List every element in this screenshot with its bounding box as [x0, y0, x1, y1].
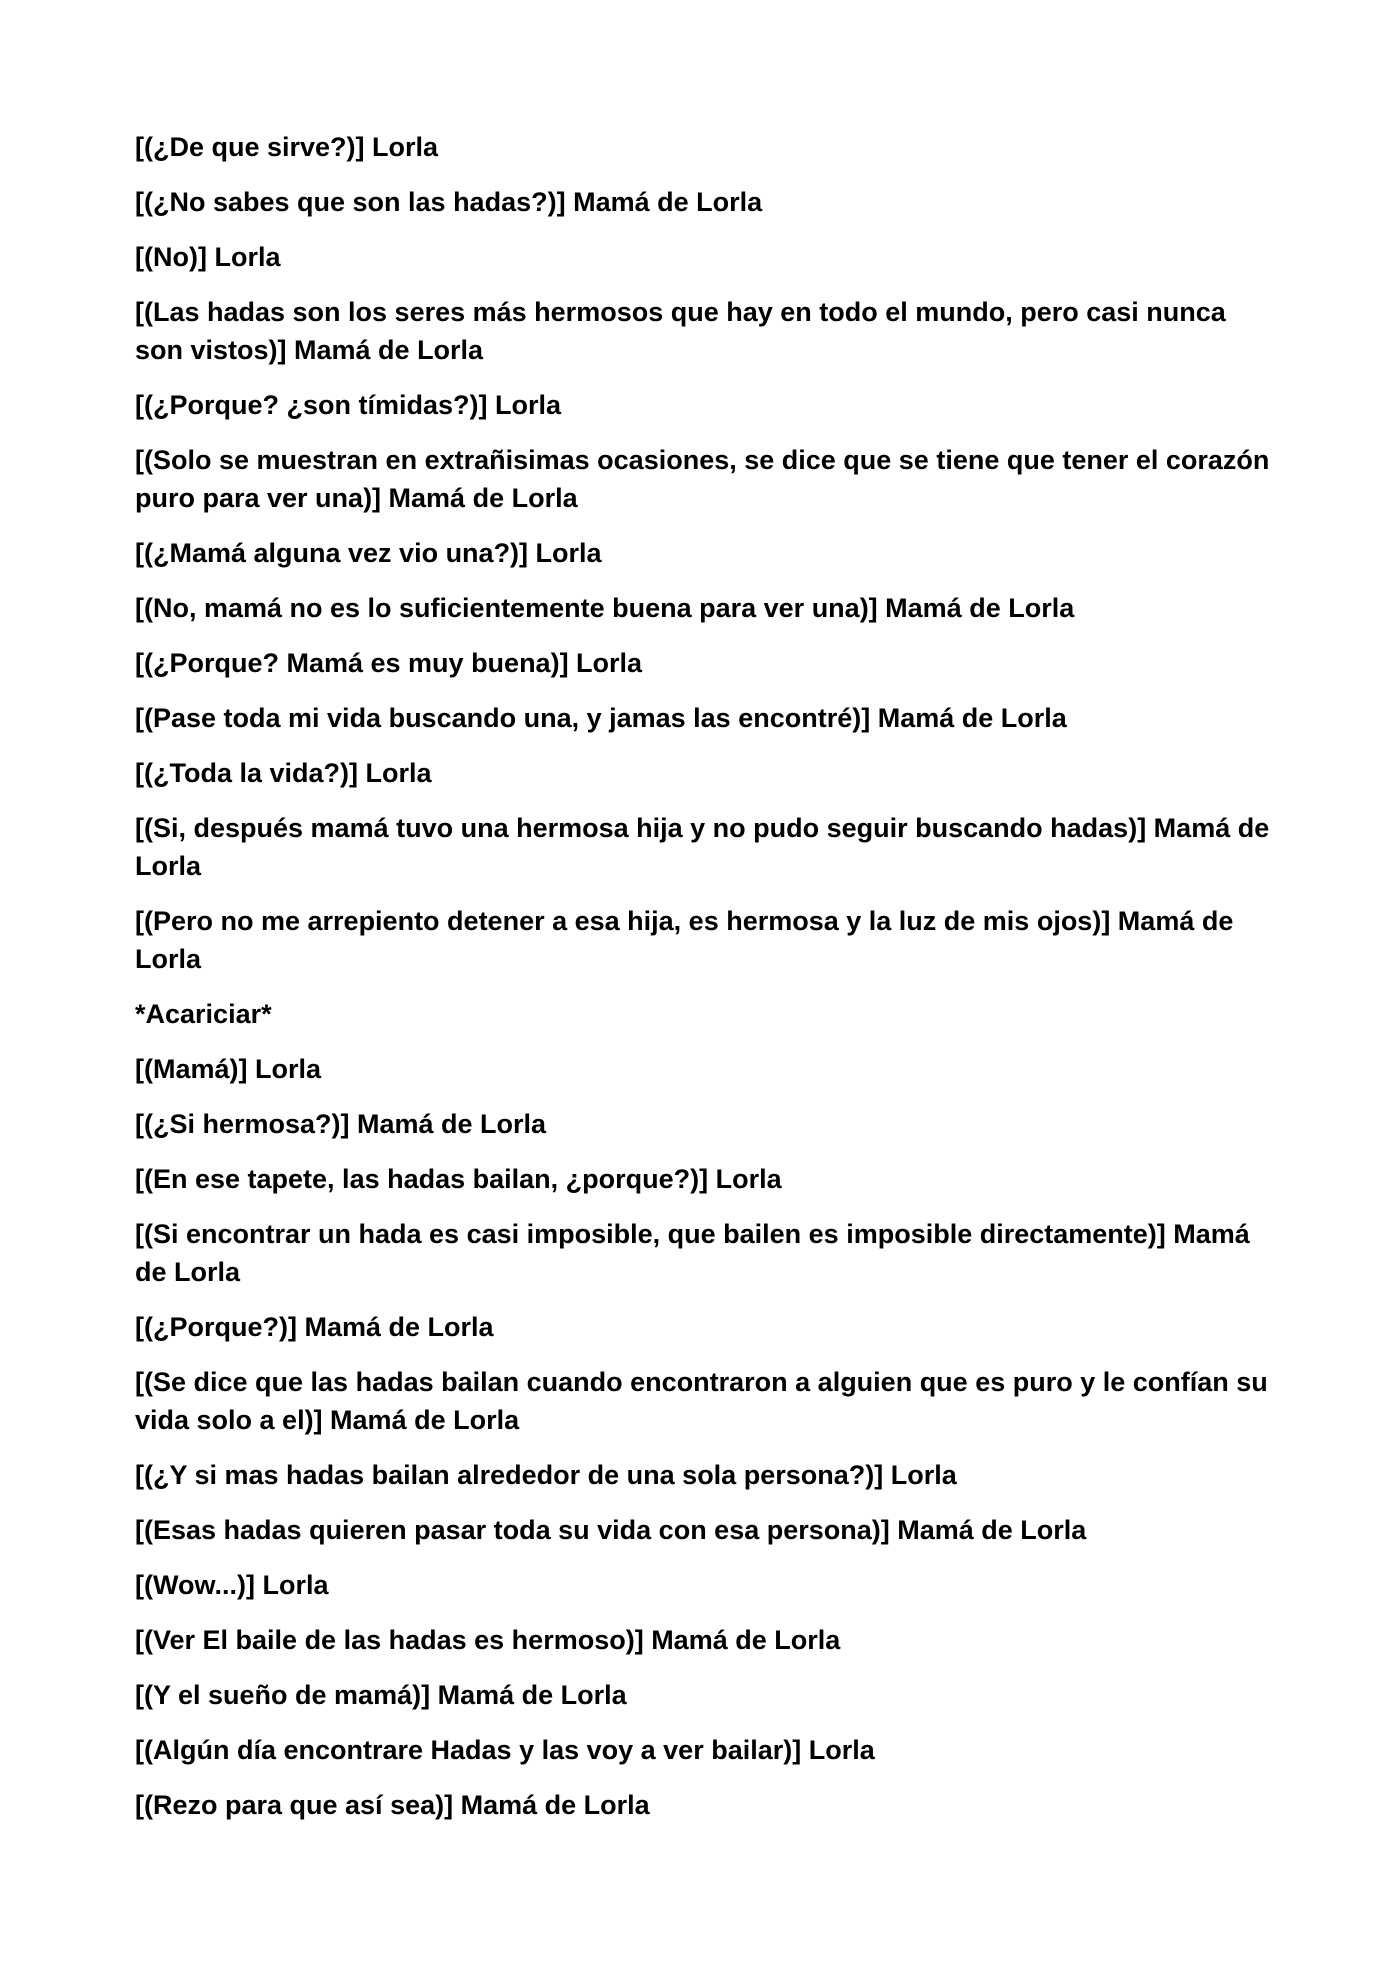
dialogue-line: [(¿Y si mas hadas bailan alrededor de una sola persona?)] Lorla [135, 1460, 957, 1490]
stage-direction: *Acariciar* [135, 999, 272, 1029]
dialogue-line: [(Esas hadas quieren pasar toda su vida con esa persona)] Mamá de Lorla [135, 1515, 1087, 1545]
dialogue-line: [(Pase toda mi vida buscando una, y jamas las encontré)] Mamá de Lorla [135, 703, 1067, 733]
dialogue-line: [(¿Mamá alguna vez vio una?)] Lorla [135, 538, 602, 568]
dialogue-line: [(No, mamá no es lo suficientemente buena para ver una)] Mamá de Lorla [135, 593, 1075, 623]
dialogue-line: [(¿Toda la vida?)] Lorla [135, 758, 432, 788]
dialogue-line: [(¿Si hermosa?)] Mamá de Lorla [135, 1109, 547, 1139]
dialogue-line: [(¿Porque?)] Mamá de Lorla [135, 1312, 494, 1342]
dialogue-line: [(¿De que sirve?)] Lorla [135, 132, 439, 162]
dialogue-line: [(Rezo para que así sea)] Mamá de Lorla [135, 1790, 650, 1820]
dialogue-line: [(Las hadas son los seres más hermosos que hay en todo el mundo, pero casi nunca son vistos)] Mamá de Lorla [135, 297, 1226, 365]
dialogue-line: [(¿No sabes que son las hadas?)] Mamá de Lorla [135, 187, 763, 217]
dialogue-line: [(Pero no me arrepiento detener a esa hija, es hermosa y la luz de mis ojos)] Mamá de Lorla [135, 906, 1234, 974]
dialogue-script [135, 128, 1275, 1841]
dialogue-line: [(No)] Lorla [135, 242, 281, 272]
dialogue-line: [(Si encontrar un hada es casi imposible, que bailen es imposible directamente)] Mamá de Lorla [135, 1219, 1250, 1287]
dialogue-line: [(Si, después mamá tuvo una hermosa hija y no pudo seguir buscando hadas)] Mamá de Lorla [135, 813, 1270, 881]
dialogue-line: [(Wow...)] Lorla [135, 1570, 329, 1600]
dialogue-line: [(Solo se muestran en extrañisimas ocasiones, se dice que se tiene que tener el corazón puro para ver una)] Mamá de Lorla [135, 445, 1270, 513]
dialogue-line: [(Se dice que las hadas bailan cuando encontraron a alguien que es puro y le confían su vida solo a el)] Mamá de Lorla [135, 1367, 1268, 1435]
dialogue-line: [(Mamá)] Lorla [135, 1054, 322, 1084]
dialogue-line: [(¿Porque? Mamá es muy buena)] Lorla [135, 648, 643, 678]
dialogue-line: [(Algún día encontrare Hadas y las voy a ver bailar)] Lorla [135, 1735, 875, 1765]
dialogue-line: [(¿Porque? ¿son tímidas?)] Lorla [135, 390, 561, 420]
dialogue-line: [(Y el sueño de mamá)] Mamá de Lorla [135, 1680, 627, 1710]
dialogue-line: [(Ver El baile de las hadas es hermoso)] Mamá de Lorla [135, 1625, 841, 1655]
dialogue-line: [(En ese tapete, las hadas bailan, ¿porque?)] Lorla [135, 1164, 782, 1194]
